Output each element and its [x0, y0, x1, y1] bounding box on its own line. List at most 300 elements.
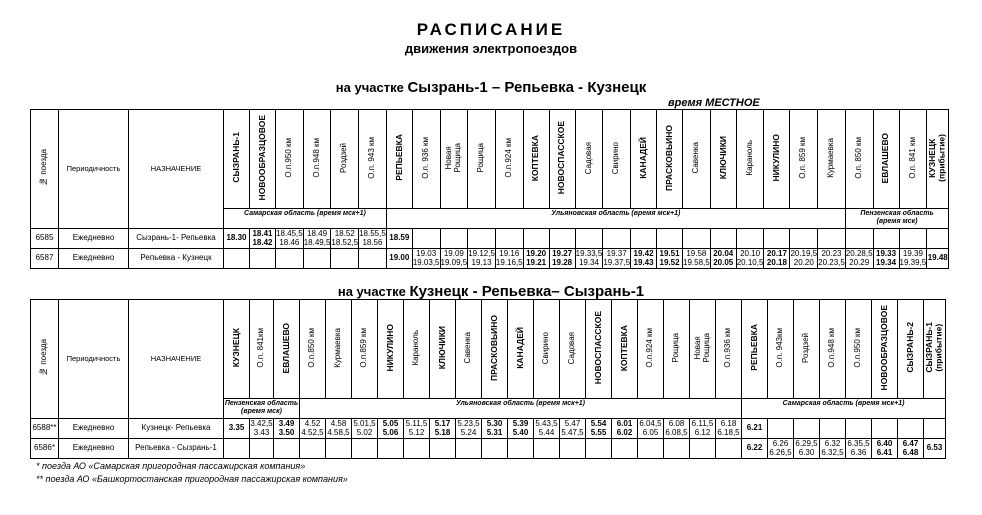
- time-cell: [549, 229, 575, 249]
- arrival-time: 19.39: [902, 249, 923, 259]
- station-name: О.п.950 км: [853, 328, 863, 368]
- arrival-time: 5.23,5: [457, 419, 480, 429]
- departure-time: 6.32,5: [821, 447, 844, 457]
- arrival-time: 6.18: [720, 419, 737, 429]
- station-name: Садовая: [583, 141, 593, 174]
- station-name: О.п.936 км: [723, 328, 733, 368]
- time-cell: [631, 229, 657, 249]
- time-cell: [412, 229, 440, 249]
- train-periodicity: Ежедневно: [59, 419, 129, 439]
- arrival-time: 19.00: [389, 253, 410, 263]
- station-header: [386, 110, 412, 209]
- departure-time: 4.52,5: [301, 427, 324, 437]
- departure-time: 6.02: [616, 427, 633, 437]
- time-cell: [664, 439, 690, 459]
- column-number-header: [31, 110, 59, 229]
- station-header: [326, 300, 352, 399]
- time-cell: [736, 229, 764, 249]
- time-cell: [430, 439, 456, 459]
- station-name: НИКУЛИНО: [771, 134, 782, 182]
- station-header: [873, 110, 899, 209]
- arrival-time: 4.58: [330, 419, 347, 429]
- column-periodicity-header: [59, 300, 129, 419]
- departure-time: 18.52,5: [331, 237, 359, 247]
- station-name: Новая Рощица: [444, 143, 462, 173]
- arrival-time: 19.20: [526, 249, 547, 259]
- time-cell: [352, 419, 378, 439]
- time-cell: [820, 419, 846, 439]
- time-cell: [794, 439, 820, 459]
- arrival-time: 18.49: [307, 229, 328, 239]
- station-header: [250, 300, 274, 399]
- time-cell: [250, 229, 276, 249]
- column-destination-header-text: НАЗНАЧЕНИЕ: [150, 353, 202, 363]
- train-periodicity: Ежедневно: [59, 439, 129, 459]
- column-destination-header-text: НАЗНАЧЕНИЕ: [150, 163, 202, 173]
- departure-time: 20.05: [713, 257, 734, 267]
- arrival-time: 19.58: [686, 249, 707, 259]
- time-cell: [495, 229, 523, 249]
- arrival-time: 5.47: [564, 419, 581, 429]
- time-cell: [742, 419, 768, 439]
- time-cell: [250, 419, 274, 439]
- time-cell: [482, 419, 508, 439]
- time-cell: [612, 419, 638, 439]
- station-name: О.п. 943 км: [367, 136, 377, 179]
- departure-time: 19.39,5: [899, 257, 927, 267]
- arrival-time: 20.19,5: [790, 249, 818, 259]
- departure-time: 5.12: [408, 427, 425, 437]
- departure-time: 5.55: [590, 427, 607, 437]
- time-cell: [742, 439, 768, 459]
- station-header: [710, 110, 736, 209]
- station-name: РЕПЬЕВКА: [393, 134, 404, 182]
- region-label: Пензенская область (время мск): [860, 210, 934, 226]
- station-header: [818, 110, 846, 209]
- arrival-time: 6.53: [926, 443, 943, 453]
- time-cell: [482, 439, 508, 459]
- time-cell: [575, 229, 603, 249]
- arrival-time: 20.04: [713, 249, 734, 259]
- time-cell: [846, 439, 872, 459]
- station-name: КЛЮЧИКИ: [717, 136, 728, 180]
- departure-time: 19.13: [471, 257, 492, 267]
- time-cell: [716, 419, 742, 439]
- departure-time: 5.02: [356, 427, 373, 437]
- time-cell: [690, 419, 716, 439]
- time-note: время МЕСТНОЕ: [668, 97, 760, 109]
- time-cell: [638, 439, 664, 459]
- time-cell: [274, 419, 300, 439]
- arrival-time: 6.08: [668, 419, 685, 429]
- station-name: Рощица: [476, 143, 486, 173]
- arrival-time: 19.51: [659, 249, 680, 259]
- station-header: [412, 110, 440, 209]
- departure-time: 19.21: [526, 257, 547, 267]
- time-cell: [764, 249, 790, 269]
- station-name: О.п.950 км: [283, 138, 293, 178]
- time-cell: [638, 419, 664, 439]
- schedule-table-2: [30, 299, 946, 459]
- page-subtitle: движения электропоездов: [404, 41, 578, 56]
- station-name: О.п. 936 км: [420, 136, 430, 179]
- region-label: Самарская область (время мск+1): [243, 210, 366, 217]
- station-header: [683, 110, 711, 209]
- time-cell: [378, 419, 404, 439]
- time-cell: [657, 249, 683, 269]
- departure-time: 6.08,5: [665, 427, 688, 437]
- station-name: НОВОСПАССКОЕ: [592, 311, 603, 385]
- time-cell: [818, 249, 846, 269]
- station-name: НИКУЛИНО: [384, 324, 395, 372]
- arrival-time: 6.35,5: [847, 439, 870, 449]
- arrival-time: 6.21: [746, 423, 763, 433]
- time-cell: [359, 229, 387, 249]
- time-cell: [250, 439, 274, 459]
- section1-prefix: на участке: [335, 80, 404, 95]
- arrival-time: 6.29,5: [795, 439, 818, 449]
- station-name: Свирино: [541, 331, 551, 364]
- departure-time: 6.05: [642, 427, 659, 437]
- departure-time: 6.41: [876, 447, 893, 457]
- station-name: ПРАСКОВЬИНО: [488, 314, 499, 381]
- departure-time: 20.18: [766, 257, 787, 267]
- departure-time: 20.20: [793, 257, 814, 267]
- arrival-time: 19.37: [606, 249, 627, 259]
- station-name: О.п. 859 км: [798, 136, 808, 179]
- station-name: СЫЗРАНЬ-1 (прибытие): [924, 322, 944, 374]
- time-cell: [404, 419, 430, 439]
- time-cell: [386, 249, 412, 269]
- station-name: Новая Рощица: [692, 333, 711, 363]
- station-name: Роздзей: [339, 142, 349, 173]
- station-header: [468, 110, 496, 209]
- station-header: [845, 110, 873, 209]
- station-name: КОПТЕВКА: [618, 324, 629, 371]
- departure-time: 18.49,5: [303, 237, 331, 247]
- departure-time: 19.03,5: [412, 257, 440, 267]
- arrival-time: 20.28,5: [845, 249, 873, 259]
- station-name: НОВООБРАЗЦОВОЕ: [256, 115, 267, 201]
- column-destination-header: [129, 110, 224, 229]
- station-name: О.п. 943км: [775, 328, 785, 368]
- train-number: 6588**: [31, 419, 59, 439]
- region-label: Ульяновская область (время мск+1): [455, 400, 586, 407]
- arrival-time: 19.42: [633, 249, 654, 259]
- station-name: Садовая: [567, 331, 577, 364]
- station-header: [456, 300, 482, 399]
- departure-time: 5.06: [382, 427, 399, 437]
- arrival-time: 5.05: [382, 419, 399, 429]
- departure-time: 6.12: [694, 427, 711, 437]
- station-name: О.п.850 км: [307, 328, 317, 368]
- time-cell: [224, 419, 250, 439]
- departure-time: 6.36: [850, 447, 867, 457]
- train-row: [31, 419, 946, 439]
- arrival-time: 18.30: [226, 233, 247, 243]
- station-header: [657, 110, 683, 209]
- arrival-time: 5.17: [434, 419, 451, 429]
- train-periodicity: Ежедневно: [59, 229, 129, 249]
- station-name: КАНАДЕЙ: [637, 136, 648, 179]
- departure-time: 18.42: [252, 237, 273, 247]
- time-cell: [716, 439, 742, 459]
- station-header: [736, 110, 764, 209]
- time-cell: [495, 249, 523, 269]
- station-header: [224, 300, 250, 399]
- time-cell: [927, 229, 949, 249]
- region-label: Ульяновская область (время мск+1): [551, 210, 681, 217]
- time-cell: [468, 249, 496, 269]
- column-number-header: [31, 300, 59, 419]
- column-number-header-text: № поезда: [39, 339, 49, 377]
- column-periodicity-header: [59, 110, 129, 229]
- train-number: 6586*: [31, 439, 59, 459]
- station-name: Караноль: [744, 140, 754, 176]
- arrival-time: 19.48: [927, 253, 948, 263]
- arrival-time: 20.10: [740, 249, 761, 259]
- station-name: КУЗНЕЦК: [230, 328, 241, 368]
- station-header: [560, 300, 586, 399]
- time-cell: [378, 439, 404, 459]
- time-cell: [586, 439, 612, 459]
- time-cell: [683, 229, 711, 249]
- departure-time: 6.30: [798, 447, 815, 457]
- station-header: [768, 300, 794, 399]
- arrival-time: 6.22: [746, 443, 763, 453]
- time-cell: [523, 249, 549, 269]
- departure-time: 19.16,5: [495, 257, 523, 267]
- page-title: РАСПИСАНИЕ: [416, 20, 566, 39]
- departure-time: 3.43: [253, 427, 270, 437]
- station-header: [534, 300, 560, 399]
- arrival-time: 20.17: [766, 249, 787, 259]
- column-destination-header: [129, 300, 224, 419]
- station-header: [508, 300, 534, 399]
- departure-time: 20.29: [849, 257, 870, 267]
- time-cell: [224, 249, 250, 269]
- region-cell: [845, 209, 948, 229]
- station-header: [352, 300, 378, 399]
- time-cell: [790, 249, 818, 269]
- time-cell: [872, 419, 898, 439]
- time-cell: [274, 439, 300, 459]
- time-cell: [710, 249, 736, 269]
- departure-time: 19.34: [876, 257, 897, 267]
- station-name: КАНАДЕЙ: [514, 326, 525, 369]
- time-cell: [603, 229, 631, 249]
- time-cell: [794, 419, 820, 439]
- departure-time: 19.34: [578, 257, 599, 267]
- arrival-time: 5.43,5: [535, 419, 558, 429]
- time-cell: [560, 439, 586, 459]
- arrival-time: 3.49: [278, 419, 295, 429]
- departure-time: 5.44: [538, 427, 555, 437]
- departure-time: 6.18,5: [717, 427, 740, 437]
- station-header: [276, 110, 304, 209]
- station-header: [764, 110, 790, 209]
- station-name: Караноль: [411, 330, 421, 366]
- departure-time: 19.58,5: [683, 257, 710, 267]
- station-header: [603, 110, 631, 209]
- station-name: О.п. 850 км: [853, 136, 863, 179]
- section1-route: Сызрань-1 – Репьевка - Кузнецк: [407, 79, 647, 96]
- departure-time: 5.40: [512, 427, 529, 437]
- train-destination: Кузнецк- Репьевка: [129, 419, 224, 439]
- time-cell: [326, 439, 352, 459]
- time-cell: [303, 249, 331, 269]
- station-header: [404, 300, 430, 399]
- station-name: О.п.924 км: [503, 138, 513, 178]
- arrival-time: 18.55,5: [359, 229, 386, 239]
- region-cell: [300, 399, 742, 419]
- time-cell: [683, 249, 711, 269]
- time-cell: [430, 419, 456, 439]
- station-header: [549, 110, 575, 209]
- station-name: ЕВЛАШЕВО: [880, 132, 891, 184]
- departure-time: 18.56: [362, 237, 383, 247]
- station-header: [440, 110, 468, 209]
- station-header-row: [31, 110, 949, 209]
- arrival-time: 3.42,5: [250, 419, 273, 429]
- station-header: [250, 110, 276, 209]
- time-cell: [326, 419, 352, 439]
- time-cell: [440, 229, 468, 249]
- time-cell: [331, 249, 359, 269]
- section2-prefix: на участке: [337, 284, 406, 299]
- station-header: [790, 110, 818, 209]
- column-number-header-text: № поезда: [39, 149, 49, 187]
- time-cell: [764, 229, 790, 249]
- departure-time: 5.24: [460, 427, 477, 437]
- time-cell: [690, 439, 716, 459]
- station-name: О.п.948 км: [311, 138, 321, 178]
- station-name: О.п.924 км: [645, 328, 655, 368]
- station-name: О.п.948 км: [827, 328, 837, 368]
- arrival-time: 18.41: [252, 229, 273, 239]
- station-header: [274, 300, 300, 399]
- station-header: [664, 300, 690, 399]
- station-header: [690, 300, 716, 399]
- time-cell: [303, 229, 331, 249]
- time-cell: [300, 439, 326, 459]
- departure-time: 19.52: [659, 257, 680, 267]
- arrival-time: 6.11,5: [691, 419, 714, 429]
- time-cell: [872, 439, 898, 459]
- time-cell: [612, 439, 638, 459]
- region-label: Самарская область (время мск+1): [782, 400, 905, 407]
- time-cell: [412, 249, 440, 269]
- arrival-time: 19.33: [876, 249, 897, 259]
- arrival-time: 6.04,5: [639, 419, 662, 429]
- arrival-time: 6.32: [824, 439, 841, 449]
- departure-time: 19.28: [552, 257, 573, 267]
- station-name: Савенка: [463, 332, 473, 364]
- time-cell: [276, 249, 304, 269]
- time-cell: [899, 249, 927, 269]
- arrival-time: 19.27: [552, 249, 573, 259]
- time-cell: [534, 439, 560, 459]
- station-header: [359, 110, 387, 209]
- time-cell: [224, 229, 250, 249]
- section2-route: Кузнецк - Репьевка– Сызрань-1: [409, 283, 645, 300]
- departure-time: 19.09,5: [440, 257, 468, 267]
- arrival-time: 19.12,5: [468, 249, 495, 259]
- station-name: ПРАСКОВЬИНО: [663, 124, 674, 191]
- station-header: [586, 300, 612, 399]
- arrival-time: 19.09: [443, 249, 464, 259]
- arrival-time: 4.52: [304, 419, 321, 429]
- station-header: [300, 300, 326, 399]
- region-cell: [386, 209, 845, 229]
- departure-time: 5.18: [434, 427, 451, 437]
- time-cell: [250, 249, 276, 269]
- section2-heading: [0, 283, 982, 300]
- time-cell: [924, 419, 946, 439]
- station-header: [716, 300, 742, 399]
- station-name: О.п. 841 км: [907, 136, 917, 179]
- time-cell: [845, 249, 873, 269]
- station-name: СЫЗРАНЬ-2: [904, 322, 915, 374]
- departure-time: 18.46: [279, 237, 300, 247]
- arrival-time: 5.01,5: [353, 419, 376, 429]
- section1-heading: [0, 79, 982, 96]
- arrival-time: 20.23: [821, 249, 842, 259]
- footnote-2: ** поезда АО «Башкортостанская пригородная пассажирская компания»: [36, 474, 348, 484]
- station-name: О.п. 841км: [256, 328, 266, 368]
- time-cell: [468, 229, 496, 249]
- arrival-time: 6.01: [616, 419, 633, 429]
- time-cell: [924, 439, 946, 459]
- station-name: СЫЗРАНЬ-1: [230, 132, 241, 184]
- station-header: [927, 110, 949, 209]
- column-periodicity-header-text: Периодичность: [66, 353, 121, 363]
- departure-time: 3.50: [278, 427, 295, 437]
- arrival-time: 3.35: [228, 423, 245, 433]
- train-number: 6587: [31, 249, 59, 269]
- station-header: [872, 300, 898, 399]
- train-destination: Репьевка - Кузнецк: [129, 249, 224, 269]
- time-cell: [331, 229, 359, 249]
- footnote-1: * поезда АО «Самарская пригородная пассажирская компания»: [36, 461, 306, 471]
- time-cell: [359, 249, 387, 269]
- departure-time: 6.26,5: [769, 447, 792, 457]
- train-row: [31, 439, 946, 459]
- time-cell: [560, 419, 586, 439]
- time-cell: [768, 419, 794, 439]
- station-header: [794, 300, 820, 399]
- arrival-time: 18.45,5: [276, 229, 303, 239]
- time-cell: [224, 439, 250, 459]
- departure-time: 19.37,5: [603, 257, 631, 267]
- station-name: КЛЮЧИКИ: [436, 326, 447, 370]
- station-name: КОПТЕВКА: [530, 134, 541, 181]
- time-cell: [352, 439, 378, 459]
- time-cell: [818, 229, 846, 249]
- time-cell: [508, 439, 534, 459]
- departure-time: 20.10,5: [736, 257, 764, 267]
- arrival-time: 18.59: [389, 233, 410, 243]
- time-cell: [898, 439, 924, 459]
- station-name: Рощица: [671, 333, 681, 363]
- departure-time: 5.31: [486, 427, 503, 437]
- time-cell: [456, 439, 482, 459]
- arrival-time: 19.16: [499, 249, 520, 259]
- train-row: [31, 249, 949, 269]
- time-cell: [873, 249, 899, 269]
- time-cell: [456, 419, 482, 439]
- station-header: [331, 110, 359, 209]
